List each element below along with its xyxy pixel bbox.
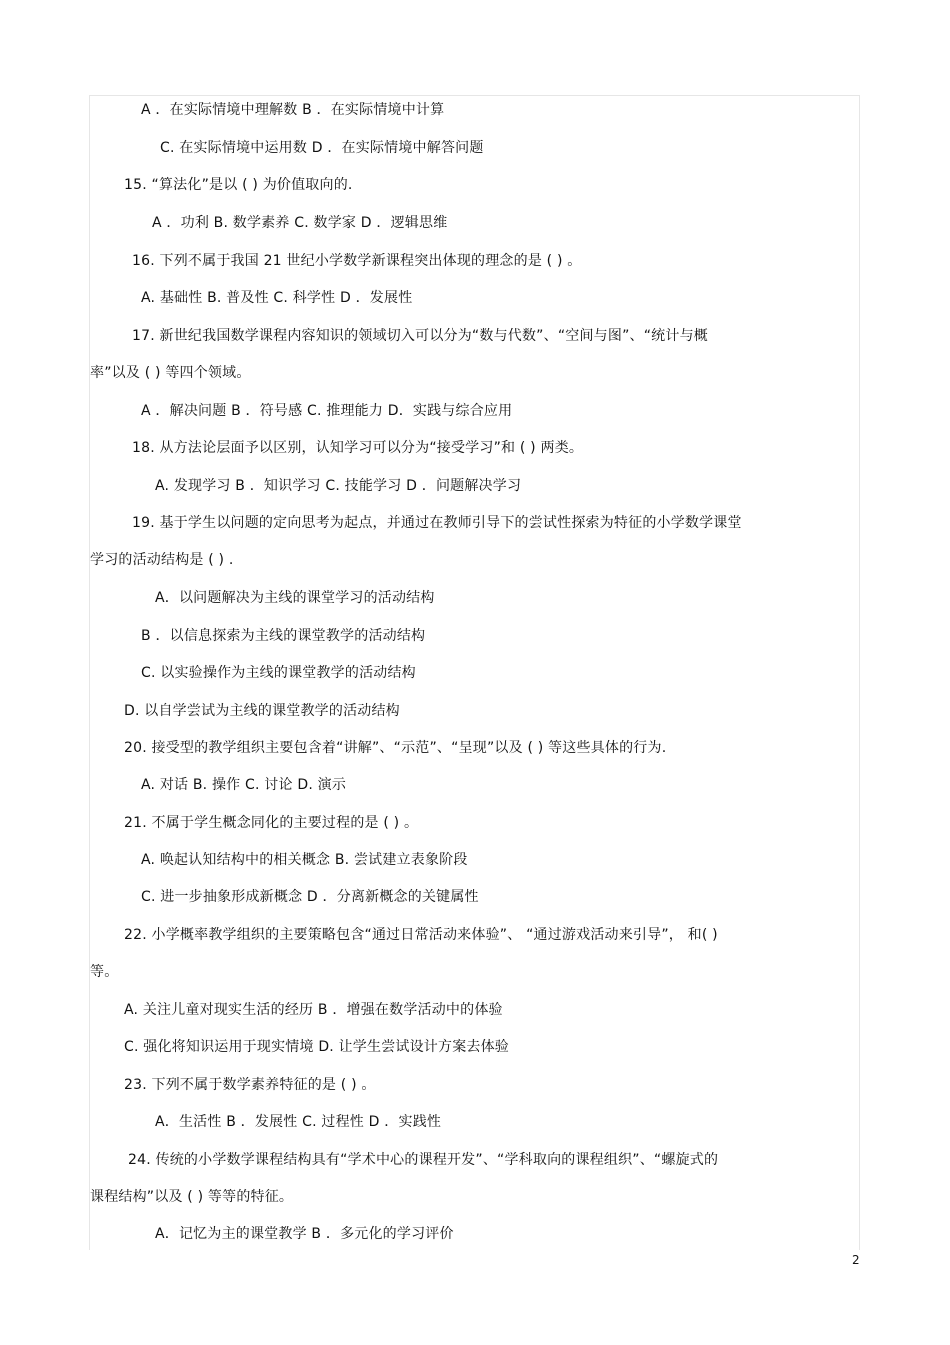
question-24: 24. 传统的小学数学课程结构具有“学术中心的课程开发”、“学科取向的课程组织”、“螺旋式的 <box>128 1152 719 1168</box>
question-17: 17. 新世纪我国数学课程内容知识的领域切入可以分为“数与代数”、“空间与图”、“统计与概 <box>132 328 708 344</box>
option-line: A．生活性 B ．发展性 C. 过程性 D ．实践性 <box>155 1114 442 1130</box>
option-line: B ．以信息探索为主线的课堂教学的活动结构 <box>141 628 426 644</box>
option-line: A. 对话 B. 操作 C. 讨论 D. 演示 <box>141 777 347 793</box>
page-number: 2 <box>852 1253 860 1267</box>
question-22: 22. 小学概率教学组织的主要策略包含“通过日常活动来体验”、 “通过游戏活动来引导”， 和( ) <box>124 927 718 943</box>
question-20: 20. 接受型的教学组织主要包含着“讲解”、“示范”、“呈现”以及 ( ) 等这些具体的行为. <box>124 740 667 756</box>
option-line: C. 强化将知识运用于现实情境 D. 让学生尝试设计方案去体验 <box>124 1039 510 1055</box>
option-line: A．记忆为主的课堂教学 B ．多元化的学习评价 <box>155 1226 454 1242</box>
option-line: A. 唤起认知结构中的相关概念 B. 尝试建立表象阶段 <box>141 852 468 868</box>
option-line: A. 发现学习 B ．知识学习 C. 技能学习 D ．问题解决学习 <box>155 478 522 494</box>
question-18: 18. 从方法论层面予以区别，认知学习可以分为“接受学习”和 ( ) 两类。 <box>132 440 584 456</box>
question-24-cont: 课程结构”以及 ( ) 等等的特征。 <box>90 1189 294 1205</box>
option-line: A ．解决问题 B ．符号感 C. 推理能力 D．实践与综合应用 <box>141 403 513 419</box>
option-line: C. 以实验操作为主线的课堂教学的活动结构 <box>141 665 416 681</box>
option-line: A. 基础性 B. 普及性 C. 科学性 D ．发展性 <box>141 290 413 306</box>
option-line: D. 以自学尝试为主线的课堂教学的活动结构 <box>124 703 400 719</box>
question-22-cont: 等。 <box>90 964 119 980</box>
question-19-cont: 学习的活动结构是 ( ) . <box>90 552 234 568</box>
question-16: 16. 下列不属于我国 21 世纪小学数学新课程突出体现的理念的是 ( ) 。 <box>132 253 582 269</box>
option-line: C. 进一步抽象形成新概念 D ．分离新概念的关键属性 <box>141 889 479 905</box>
question-17-cont: 率”以及 ( ) 等四个领域。 <box>90 365 251 381</box>
option-line: A．以问题解决为主线的课堂学习的活动结构 <box>155 590 435 606</box>
question-21: 21. 不属于学生概念同化的主要过程的是 ( ) 。 <box>124 815 419 831</box>
question-19: 19. 基于学生以问题的定向思考为起点，并通过在教师引导下的尝试性探索为特征的小学数学课堂 <box>132 515 742 531</box>
option-line: A. 关注儿童对现实生活的经历 B ．增强在数学活动中的体验 <box>124 1002 503 1018</box>
option-line: A ．功利 B. 数学素养 C. 数学家 D ．逻辑思维 <box>152 215 448 231</box>
question-15: 15. “算法化”是以 ( ) 为价值取向的. <box>124 177 353 193</box>
question-23: 23. 下列不属于数学素养特征的是 ( ) 。 <box>124 1077 376 1093</box>
option-line: C. 在实际情境中运用数 D ．在实际情境中解答问题 <box>160 140 484 156</box>
option-line: A ．在实际情境中理解数 B ．在实际情境中计算 <box>141 102 445 118</box>
